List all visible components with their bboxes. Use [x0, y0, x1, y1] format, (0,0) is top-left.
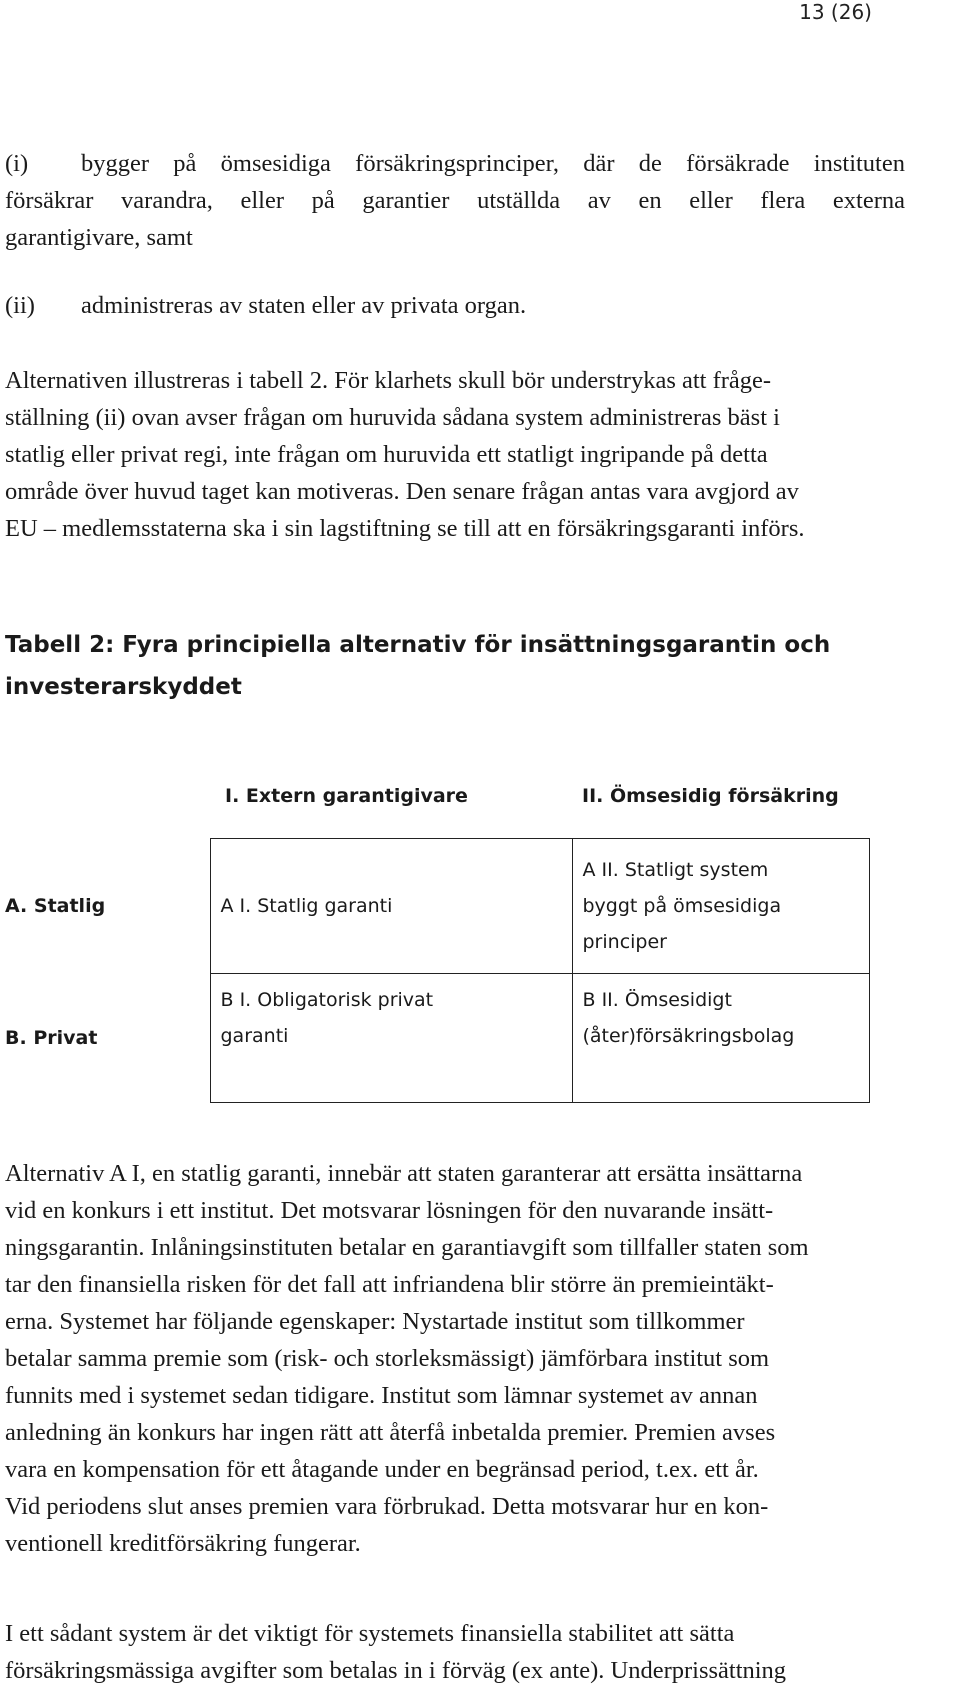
paragraph [5, 1615, 935, 1689]
row-header-state: A. Statlig [5, 895, 106, 917]
cell-line: B II. Ömsesidigt [582, 989, 732, 1011]
text-line: administreras av staten eller av privata organ. [81, 292, 527, 319]
row-header-private: B. Privat [5, 1027, 98, 1049]
paragraph [5, 362, 935, 547]
text-line: vara en kompensation för ett åtagande under en begränsad period, t.ex. ett år. [5, 1456, 759, 1483]
table-cell-a1 [210, 839, 572, 974]
text-line: ningsgarantin. Inlåningsinstituten betalar en garantiavgift som tillfaller staten som [5, 1234, 809, 1261]
cell-line: B I. Obligatorisk privat [220, 989, 434, 1011]
list-item-text [5, 145, 905, 219]
table-heading [5, 624, 905, 708]
cell-line: principer [582, 931, 667, 953]
table-cell-b1 [210, 974, 572, 1103]
text-line: I ett sådant system är det viktigt för systemets finansiella stabilitet att sätta [5, 1620, 735, 1647]
text-line: erna. Systemet har följande egenskaper: Nystartade institut som tillkommer [5, 1308, 745, 1335]
list-marker: (ii) [5, 292, 35, 319]
text-line: Alternativ A I, en statlig garanti, innebär att staten garanterar att ersätta insättarna [5, 1160, 803, 1187]
text-line: ställning (ii) ovan avser frågan om huruvida sådana system administreras bäst i [5, 404, 780, 431]
text-line: försäkrar varandra, eller på garantier utställda av en eller flera externa [5, 187, 905, 214]
text-line: statlig eller privat regi, inte frågan om huruvida ett statligt ingripande på detta [5, 441, 768, 468]
page-number: 13 (26) [799, 0, 872, 24]
list-marker: (i) [5, 150, 29, 177]
cell-line: garanti [220, 1025, 289, 1047]
column-header-mutual: II. Ömsesidig försäkring [582, 785, 839, 807]
list-item [5, 145, 905, 256]
text-line: anledning än konkurs har ingen rätt att återfå inbetalda premier. Premien avses [5, 1419, 776, 1446]
paragraph [5, 1155, 935, 1562]
text-line: Vid periodens slut anses premien vara förbrukad. Detta motsvarar hur en kon- [5, 1493, 769, 1520]
text-line: område över huvud taget kan motiveras. Den senare frågan antas vara avgjord av [5, 478, 799, 505]
column-header-external: I. Extern garantigivare [225, 785, 468, 807]
alternatives-table [5, 838, 870, 1103]
text-line: garantigivare, samt [5, 224, 193, 251]
table-row [5, 974, 869, 1103]
text-line: EU – medlemsstaterna ska i sin lagstiftning se till att en försäkringsgaranti införs. [5, 515, 805, 542]
table-cell-a2 [572, 839, 869, 974]
text-line: ventionell kreditförsäkring fungerar. [5, 1530, 361, 1557]
list-item [5, 287, 905, 324]
table-cell-b2 [572, 974, 869, 1103]
text-line: tar den finansiella risken för det fall att infriandena blir större än premieintäkt- [5, 1271, 774, 1298]
table-heading-line: investerarskyddet [5, 674, 242, 700]
text-line: vid en konkurs i ett institut. Det motsvarar lösningen för den nuvarande insätt- [5, 1197, 774, 1224]
table-heading-line: Tabell 2: Fyra principiella alternativ för insättningsgarantin och [5, 632, 831, 658]
text-line: funnits med i systemet sedan tidigare. Institut som lämnar systemet av annan [5, 1382, 758, 1409]
cell-line: A I. Statlig garanti [220, 895, 393, 917]
text-line: betalar samma premie som (risk- och storleksmässigt) jämförbara institut som [5, 1345, 770, 1372]
cell-line: byggt på ömsesidiga [582, 895, 782, 917]
text-line: bygger på ömsesidiga försäkringsprinciper, där de försäkrade instituten [81, 150, 905, 177]
cell-line: (åter)försäkringsbolag [582, 1025, 795, 1047]
cell-line: A II. Statligt system [582, 859, 769, 881]
text-line: försäkringsmässiga avgifter som betalas in i förväg (ex ante). Underprissättning [5, 1657, 787, 1684]
text-line: Alternativen illustreras i tabell 2. För klarhets skull bör understrykas att fråge- [5, 367, 772, 394]
table-row [5, 839, 869, 974]
